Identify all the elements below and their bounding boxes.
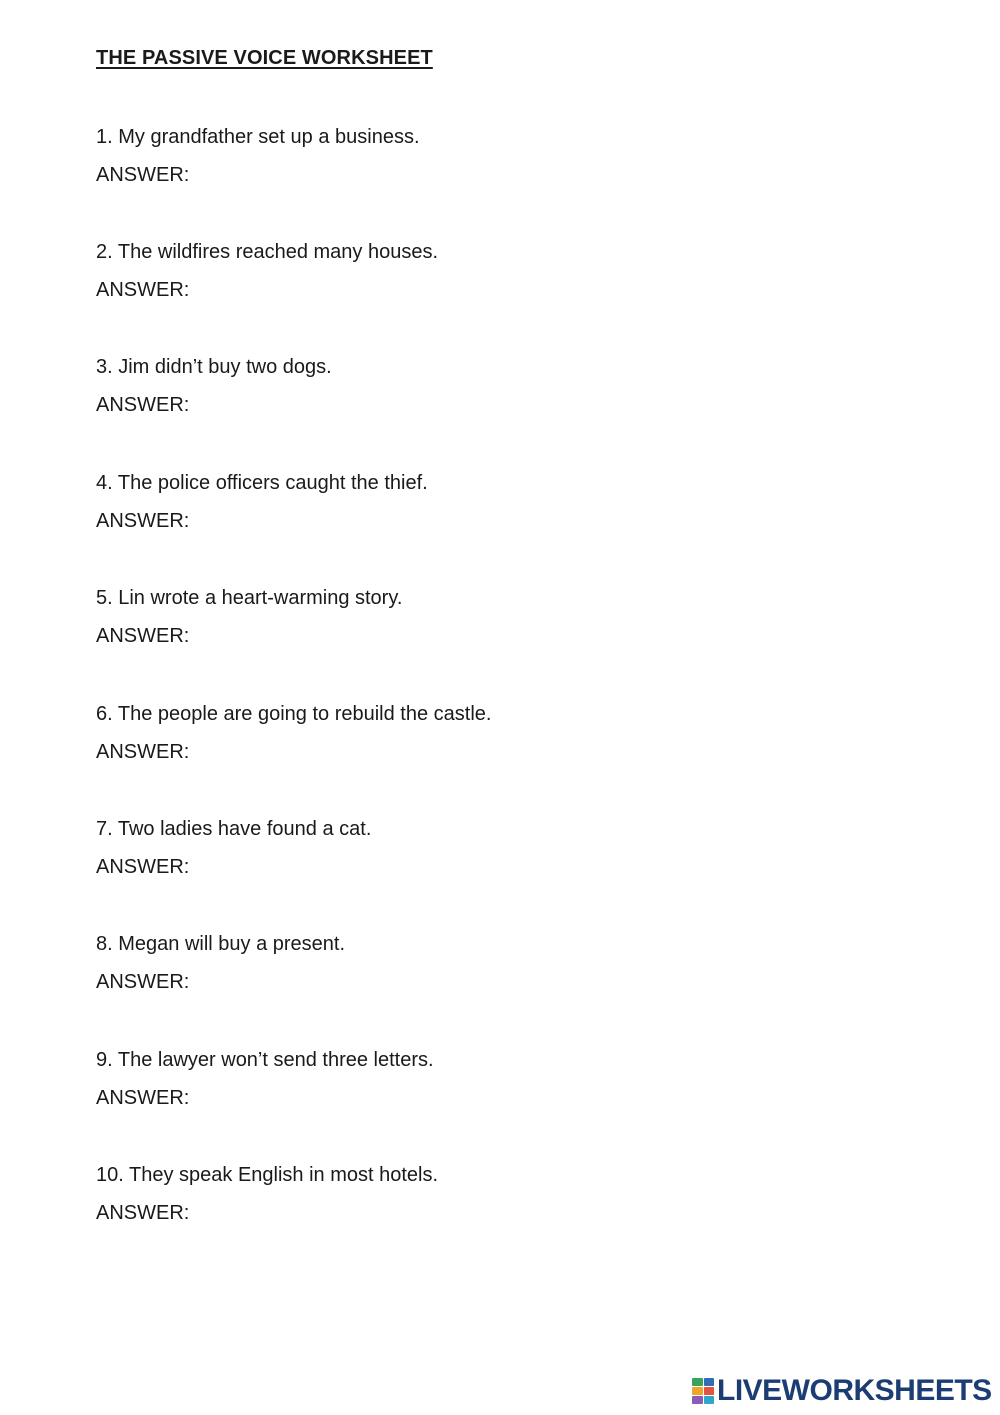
question-text: 7. Two ladies have found a cat.: [96, 818, 372, 840]
logo-tiles-icon: [692, 1378, 714, 1404]
question-item: [96, 817, 896, 879]
question-text: 2. The wildfires reached many houses.: [96, 241, 439, 263]
answer-label: ANSWER:: [96, 1202, 190, 1224]
question-item: [96, 932, 896, 994]
question-item: [96, 1048, 896, 1110]
question-text: 3. Jim didn’t buy two dogs.: [96, 356, 332, 378]
answer-label: ANSWER:: [96, 279, 190, 301]
question-text: 8. Megan will buy a present.: [96, 933, 346, 955]
answer-label: ANSWER:: [96, 856, 190, 878]
question-text: 4. The police officers caught the thief.: [96, 472, 428, 494]
question-item: [96, 702, 896, 764]
question-item: [96, 1163, 896, 1225]
answer-label: ANSWER:: [96, 164, 190, 186]
answer-label: ANSWER:: [96, 741, 190, 763]
question-text: 10. They speak English in most hotels.: [96, 1164, 439, 1186]
question-item: [96, 125, 896, 187]
question-text: 9. The lawyer won’t send three letters.: [96, 1049, 434, 1071]
answer-label: ANSWER:: [96, 1087, 190, 1109]
answer-label: ANSWER:: [96, 510, 190, 532]
liveworksheets-logo: [692, 1376, 992, 1406]
question-item: [96, 240, 896, 302]
answer-label: ANSWER:: [96, 625, 190, 647]
worksheet-title: THE PASSIVE VOICE WORKSHEET: [96, 47, 433, 69]
question-text: 1. My grandfather set up a business.: [96, 126, 420, 148]
answer-label: ANSWER:: [96, 971, 190, 993]
question-item: [96, 586, 896, 648]
logo-text: LIVEWORKSHEETS: [717, 1374, 992, 1407]
question-text: 5. Lin wrote a heart-warming story.: [96, 587, 403, 609]
question-item: [96, 355, 896, 417]
question-item: [96, 471, 896, 533]
question-text: 6. The people are going to rebuild the castle.: [96, 703, 492, 725]
answer-label: ANSWER:: [96, 394, 190, 416]
